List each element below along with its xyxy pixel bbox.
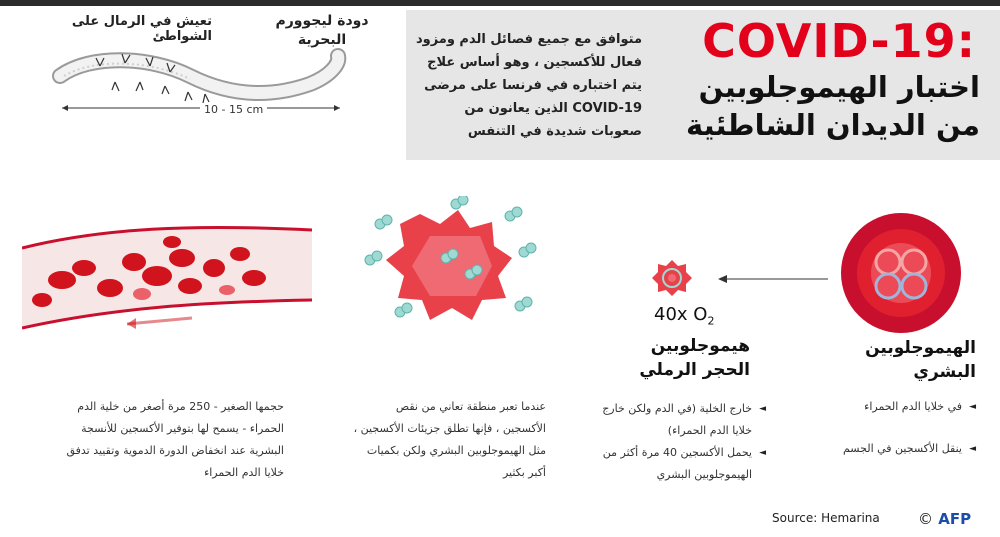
page-subtitle [680,68,980,144]
intro-line: يتم اختباره في فرنسا على مرضى [424,78,642,93]
worm-hb-title-line-1: هيموجلوبين [650,336,750,356]
list-item: ◄ في خلايا الدم الحمراء [826,396,976,418]
worm-habitat: تعيش في الرمال على الشواطئ [71,14,212,44]
size-benefit-description: حجمها الصغير - 250 مرة أصغر من خلية الدم الحمراء - يسمح لها بتوفير الأكسجين للأنسجة البشرية عند انخفاض الدورة الدموية وتقييد تدفق خلايا الدم الحمراء [66,400,284,479]
intro-text [412,28,642,143]
arrow-left-icon [718,274,828,284]
human-hb-bullets [826,396,976,460]
worm-hb-bullets [600,398,766,486]
blood-vessel-icon [22,210,312,340]
worm-hemoglobin-title [610,334,750,382]
subtitle-line-1: اختبار الهيموجلوبين [698,70,980,104]
subtitle-line-2: من الديدان الشاطئية [686,108,980,142]
worm-size-label: 10 - 15 cm [200,103,267,116]
worm-name-line-2: البحرية [297,32,347,48]
oxygen-release-molecule-icon [360,196,540,336]
intro-line: متوافق مع جميع فصائل الدم ومزود [415,32,642,47]
page-title: COVID-19: [702,14,976,68]
copyright-symbol: © [918,510,933,528]
worm-hemoglobin-icon [652,258,692,298]
human-red-blood-cell-icon [838,210,964,336]
intro-line: COVID-19 الذين يعانون من [464,101,642,116]
intro-line: صعوبات شديدة في التنفس [467,124,642,139]
oxygen-subscript: 2 [707,314,715,328]
oxygen-release-description: عندما تعبر منطقة تعاني من نقص الأكسجين ، فإنها تطلق جزيئات الأكسجين ، مثل الهيموجلوبين البشري ولكن بكميات أكبر بكثير [353,400,546,479]
intro-line: فعال للأكسجين ، وهو أساس علاج [427,55,642,70]
list-item: ◄ يحمل الأكسجين 40 مرة أكثر من الهيموجلوبين البشري [600,442,766,486]
human-hb-title-line-1: الهيموجلوبين [865,338,976,358]
afp-logo [918,510,971,528]
worm-hb-title-line-2: الحجر الرملي [639,360,750,380]
list-item: ◄ ينقل الأكسجين في الجسم [826,438,976,460]
human-hemoglobin-title [826,336,976,384]
oxygen-prefix: 40x O [654,304,708,325]
source-credit: Source: Hemarina [772,511,880,525]
human-hb-title-line-2: البشري [913,362,976,382]
worm-name-line-1: دودة ليجوورم [275,13,369,29]
top-rule [0,0,1000,6]
list-item: ◄ خارج الخلية (في الدم ولكن خارج خلايا الدم الحمراء) [600,398,766,442]
agency-name: AFP [938,510,972,528]
oxygen-capacity-label [654,304,714,328]
